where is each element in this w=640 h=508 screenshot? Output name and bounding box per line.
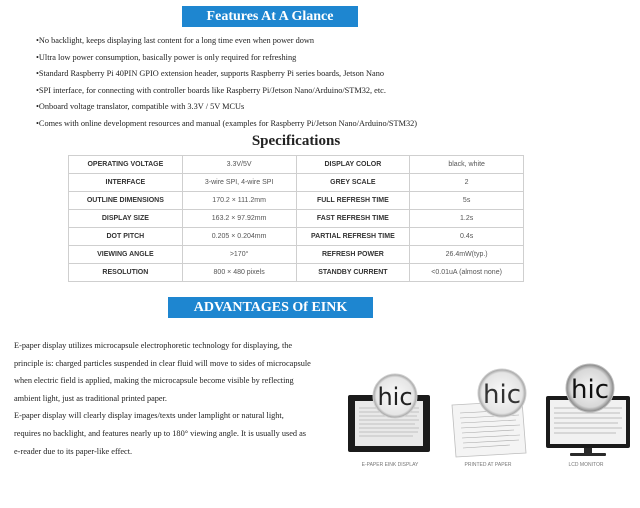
spec-value: 800 × 480 pixels bbox=[182, 264, 296, 282]
table-row bbox=[69, 210, 524, 228]
table-row bbox=[69, 264, 524, 282]
spec-key: DISPLAY SIZE bbox=[69, 210, 183, 228]
spec-value: 163.2 × 97.92mm bbox=[182, 210, 296, 228]
lcd-monitor-image bbox=[540, 362, 635, 460]
features-banner: Features At A Glance bbox=[182, 6, 358, 27]
spec-value: 0.205 × 0.204mm bbox=[182, 228, 296, 246]
table-row bbox=[69, 174, 524, 192]
advantages-line: principle is: charged particles suspended in clear fluid will move to sides of microcapsule bbox=[14, 358, 311, 368]
feature-item: •SPI interface, for connecting with controller boards like Raspberry Pi/Jetson Nano/Arduino/STM32, etc. bbox=[36, 85, 386, 95]
spec-value: 2 bbox=[410, 174, 524, 192]
spec-value: 170.2 × 111.2mm bbox=[182, 192, 296, 210]
spec-key: RESOLUTION bbox=[69, 264, 183, 282]
advantages-text bbox=[14, 337, 359, 460]
feature-item: •Onboard voltage translator, compatible with 3.3V / 5V MCUs bbox=[36, 102, 245, 111]
spec-key: FULL REFRESH TIME bbox=[296, 192, 410, 210]
advantages-banner: ADVANTAGES Of EINK bbox=[168, 297, 373, 318]
feature-item: •Comes with online development resources and manual (examples for Raspberry Pi/Jetson Nano/Arduino/STM32) bbox=[36, 118, 418, 128]
spec-value: 3.3V/5V bbox=[182, 156, 296, 174]
advantages-line: e-reader due to its paper-like effect. bbox=[14, 446, 133, 456]
spec-key: STANDBY CURRENT bbox=[296, 264, 410, 282]
spec-value: <0.01uA (almost none) bbox=[410, 264, 524, 282]
magnifier-label: hic bbox=[377, 383, 413, 411]
specifications-title: Specifications bbox=[251, 133, 341, 149]
spec-key: OPERATING VOLTAGE bbox=[69, 156, 183, 174]
eink-display-image bbox=[345, 370, 435, 460]
advantages-line: E-paper display will clearly display images/texts under lamplight or natural light, bbox=[14, 411, 284, 421]
magnifier-label: hic bbox=[571, 375, 609, 405]
spec-value: >170° bbox=[182, 246, 296, 264]
features-list bbox=[36, 33, 417, 132]
spec-key: FAST REFRESH TIME bbox=[296, 210, 410, 228]
spec-key: INTERFACE bbox=[69, 174, 183, 192]
table-row bbox=[69, 156, 524, 174]
spec-key: VIEWING ANGLE bbox=[69, 246, 183, 264]
advantages-line: requires no backlight, and features nearly up to 180° viewing angle. It is usually used as bbox=[14, 428, 307, 438]
advantages-line: when electric field is applied, making the microcapsule become visible by reflecting bbox=[14, 376, 294, 386]
spec-value: black, white bbox=[410, 156, 524, 174]
spec-value: 1.2s bbox=[410, 210, 524, 228]
caption-lcd: LCD MONITOR bbox=[568, 462, 604, 468]
table-row bbox=[69, 246, 524, 264]
table-row bbox=[69, 192, 524, 210]
specifications-table bbox=[68, 155, 524, 282]
feature-item: •No backlight, keeps displaying last content for a long time even when power down bbox=[36, 36, 315, 45]
spec-key: DISPLAY COLOR bbox=[296, 156, 410, 174]
spec-value: 3-wire SPI, 4-wire SPI bbox=[182, 174, 296, 192]
spec-key: GREY SCALE bbox=[296, 174, 410, 192]
spec-value: 5s bbox=[410, 192, 524, 210]
feature-item: •Standard Raspberry Pi 40PIN GPIO extension header, supports Raspberry Pi series boards, Jetson Nano bbox=[36, 69, 384, 78]
spec-key: DOT PITCH bbox=[69, 228, 183, 246]
spec-value: 26.4mW(typ.) bbox=[410, 246, 524, 264]
caption-paper: PRINTED AT PAPER bbox=[464, 462, 512, 468]
caption-eink: E-PAPER EINK DISPLAY bbox=[361, 462, 419, 468]
advantages-line: E-paper display utilizes microcapsule electrophoretic technology for displaying, the bbox=[14, 341, 293, 350]
spec-key: PARTIAL REFRESH TIME bbox=[296, 228, 410, 246]
printed-paper-image bbox=[440, 365, 535, 460]
magnifier-label: hic bbox=[483, 380, 521, 410]
feature-item: •Ultra low power consumption, basically power is only required for refreshing bbox=[36, 52, 297, 62]
spec-key: REFRESH POWER bbox=[296, 246, 410, 264]
table-row bbox=[69, 228, 524, 246]
advantages-line: ambient light, just as traditional printed paper. bbox=[14, 393, 167, 403]
spec-value: 0.4s bbox=[410, 228, 524, 246]
spec-key: OUTLINE DIMENSIONS bbox=[69, 192, 183, 210]
